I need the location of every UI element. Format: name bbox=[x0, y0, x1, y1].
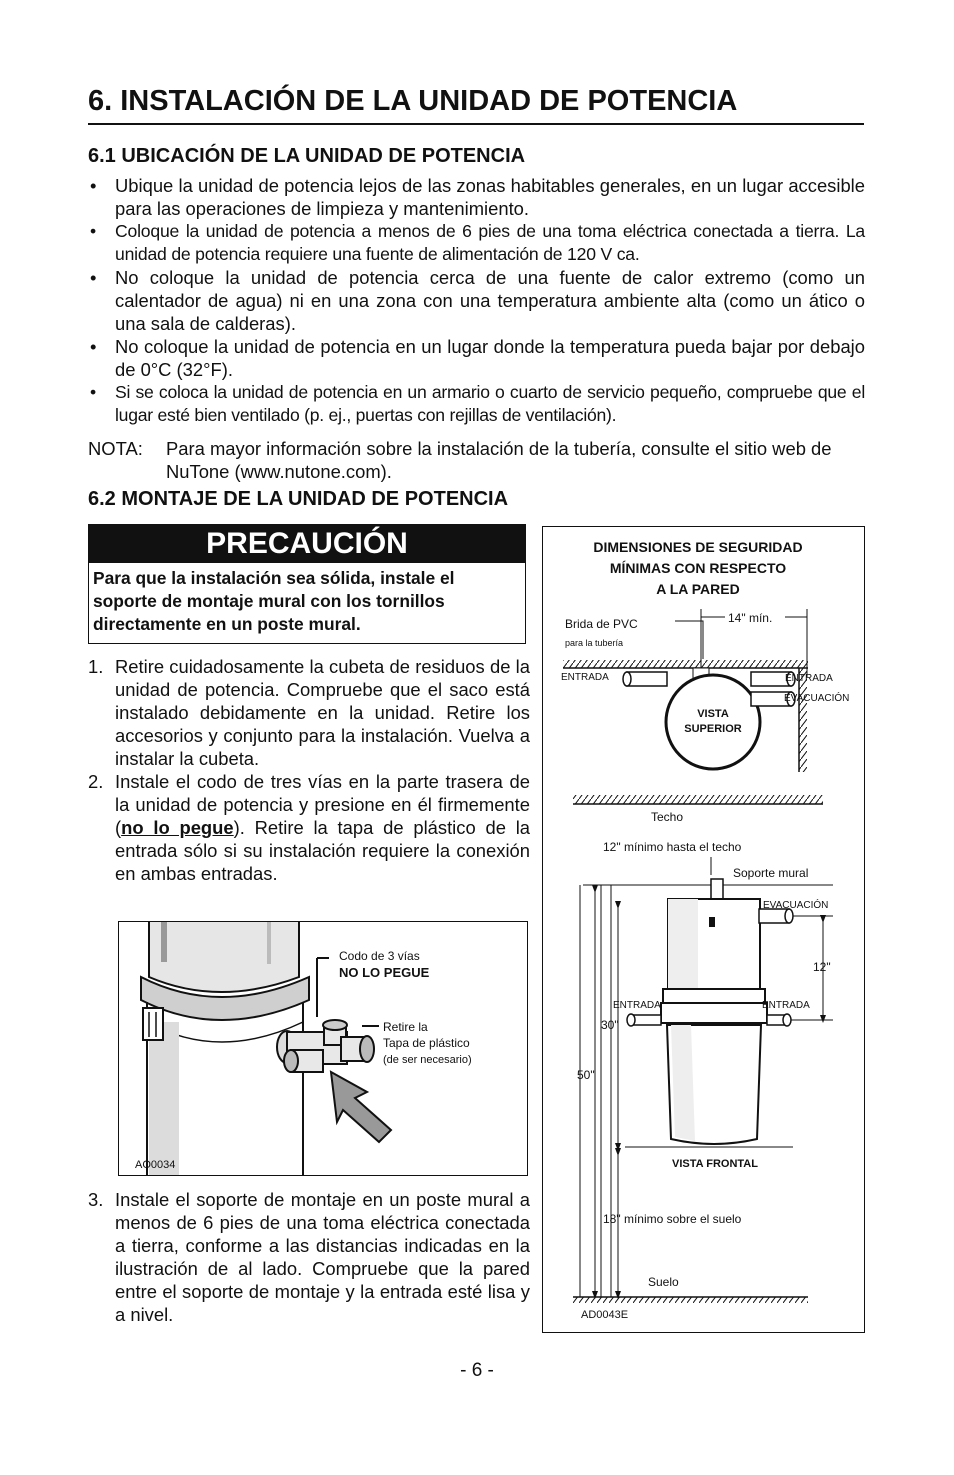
top-view-label: VISTA bbox=[697, 708, 729, 720]
step-number: 2. bbox=[88, 771, 104, 792]
step-emphasis: no lo pegue bbox=[121, 817, 234, 838]
list-item bbox=[88, 1188, 530, 1326]
step-text: Retire cuidadosamente la cubeta de residuos de la unidad de potencia. Compruebe que el saco está instalado debidamente en la unidad. Retire los accesorios y conjunto para la instalación. Vuelva a instalar la cubeta. bbox=[115, 656, 530, 769]
inlet-label: ENTRADA bbox=[613, 1000, 661, 1011]
bracket-label: Soporte mural bbox=[733, 866, 809, 880]
diagram-title: MÍNIMAS CON RESPECTO bbox=[609, 560, 787, 576]
inlet-label: ENTRADA bbox=[785, 673, 833, 684]
caution-title: PRECAUCIÓN bbox=[89, 525, 525, 563]
exhaust-label: EVACUACIÓN bbox=[763, 900, 829, 911]
caution-box bbox=[88, 524, 526, 644]
dimensions-diagram bbox=[543, 527, 865, 1333]
list-item bbox=[88, 655, 530, 770]
cap-label: (de ser necesario) bbox=[383, 1054, 472, 1066]
diagram-title: DIMENSIONES DE SEGURIDAD bbox=[593, 539, 803, 555]
step-text: ). Retire la tapa de plástico de la entrada sólo si su instalación requiere la conexión en ambas entradas. bbox=[115, 817, 531, 884]
cap-label: Tapa de plástico bbox=[383, 1036, 470, 1050]
step-text: Instale el soporte de montaje en un poste mural a menos de 6 pies de una toma eléctrica conectada a tierra, conforme a las distancias indicadas en la ilustración de al lado. Compruebe que la pared entre el soporte de montaje y la entrada esté lisa y a nivel. bbox=[115, 1189, 530, 1325]
pvc-label: Brida de PVC bbox=[565, 617, 638, 631]
steps-list-continued bbox=[88, 1188, 530, 1326]
caution-text: Para que la instalación sea sólida, instale el soporte de montaje mural con los tornillos directamente en un poste mural. bbox=[93, 568, 455, 634]
pvc-label: para la tubería bbox=[565, 638, 624, 648]
figure-code: AD0043E bbox=[581, 1309, 629, 1321]
diagram-title: A LA PARED bbox=[656, 581, 740, 597]
figure-code: AO0034 bbox=[135, 1159, 176, 1171]
steps-list bbox=[88, 655, 530, 885]
dim-12-label: 12" bbox=[813, 960, 831, 974]
section-title-mounting: 6.2 MONTAJE DE LA UNIDAD DE POTENCIA bbox=[88, 488, 509, 510]
elbow-illustration bbox=[119, 922, 528, 1176]
step-number: 1. bbox=[88, 656, 104, 677]
front-view-label: VISTA FRONTAL bbox=[672, 1158, 758, 1170]
top-view-label: SUPERIOR bbox=[684, 723, 742, 735]
page-number: - 6 - bbox=[460, 1360, 494, 1381]
dimensions-figure bbox=[542, 526, 865, 1333]
list-item: • Si se coloca la unidad de potencia en un armario o cuarto de servicio pequeño, compruebe que el lugar esté bien ventilado (p. ej., puertas con rejillas de ventilación). bbox=[88, 381, 865, 427]
page-title: 6. INSTALACIÓN DE LA UNIDAD DE POTENCIA bbox=[88, 84, 864, 125]
floor-label: Suelo bbox=[648, 1275, 679, 1289]
list-item: • No coloque la unidad de potencia en un lugar donde la temperatura pueda bajar por debajo de 0°C (32°F). bbox=[88, 335, 865, 381]
list-item: • No coloque la unidad de potencia cerca de una fuente de calor extremo (como un calentador de agua) ni en una zona con una temperatura ambiente alta (como un ático o una sala de calderas). bbox=[88, 266, 865, 335]
note bbox=[88, 437, 865, 483]
inlet-label: ENTRADA bbox=[561, 672, 609, 683]
step-text: Instale el codo de tres vías en la parte trasera de la unidad de potencia y presione en él firmemente ( bbox=[115, 771, 530, 838]
section-title-location: 6.1 UBICACIÓN DE LA UNIDAD DE POTENCIA bbox=[88, 145, 526, 167]
list-item: • Coloque la unidad de potencia a menos de 6 pies de una toma eléctrica conectada a tierra. La unidad de potencia requiere una fuente de alimentación de 120 V ca. bbox=[88, 220, 865, 266]
elbow-figure bbox=[118, 921, 528, 1176]
floor-clearance-label: 18" mínimo sobre el suelo bbox=[603, 1212, 742, 1226]
elbow-warning-label: NO LO PEGUE bbox=[339, 965, 430, 980]
step-number: 3. bbox=[88, 1189, 104, 1210]
ceiling-label: Techo bbox=[651, 810, 684, 824]
ceiling-clearance-label: 12" mínimo hasta el techo bbox=[603, 840, 742, 854]
cap-label: Retire la bbox=[383, 1020, 428, 1034]
exhaust-label: EVACUACIÓN bbox=[784, 693, 850, 704]
location-bullet-list bbox=[88, 174, 865, 427]
inlet-label: ENTRADA bbox=[762, 1000, 810, 1011]
note-text: Para mayor información sobre la instalación de la tubería, consulte el sitio web de NuTone (www.nutone.com). bbox=[166, 438, 832, 482]
min-14-label: 14" mín. bbox=[728, 611, 773, 625]
list-item bbox=[88, 770, 530, 885]
note-label: NOTA: bbox=[88, 438, 143, 459]
list-item: • Ubique la unidad de potencia lejos de las zonas habitables generales, en un lugar accesible para las operaciones de limpieza y mantenimiento. bbox=[88, 174, 865, 220]
elbow-label: Codo de 3 vías bbox=[339, 949, 420, 963]
dim-30-label: 30" bbox=[601, 1018, 619, 1032]
dim-50-label: 50" bbox=[577, 1068, 595, 1082]
